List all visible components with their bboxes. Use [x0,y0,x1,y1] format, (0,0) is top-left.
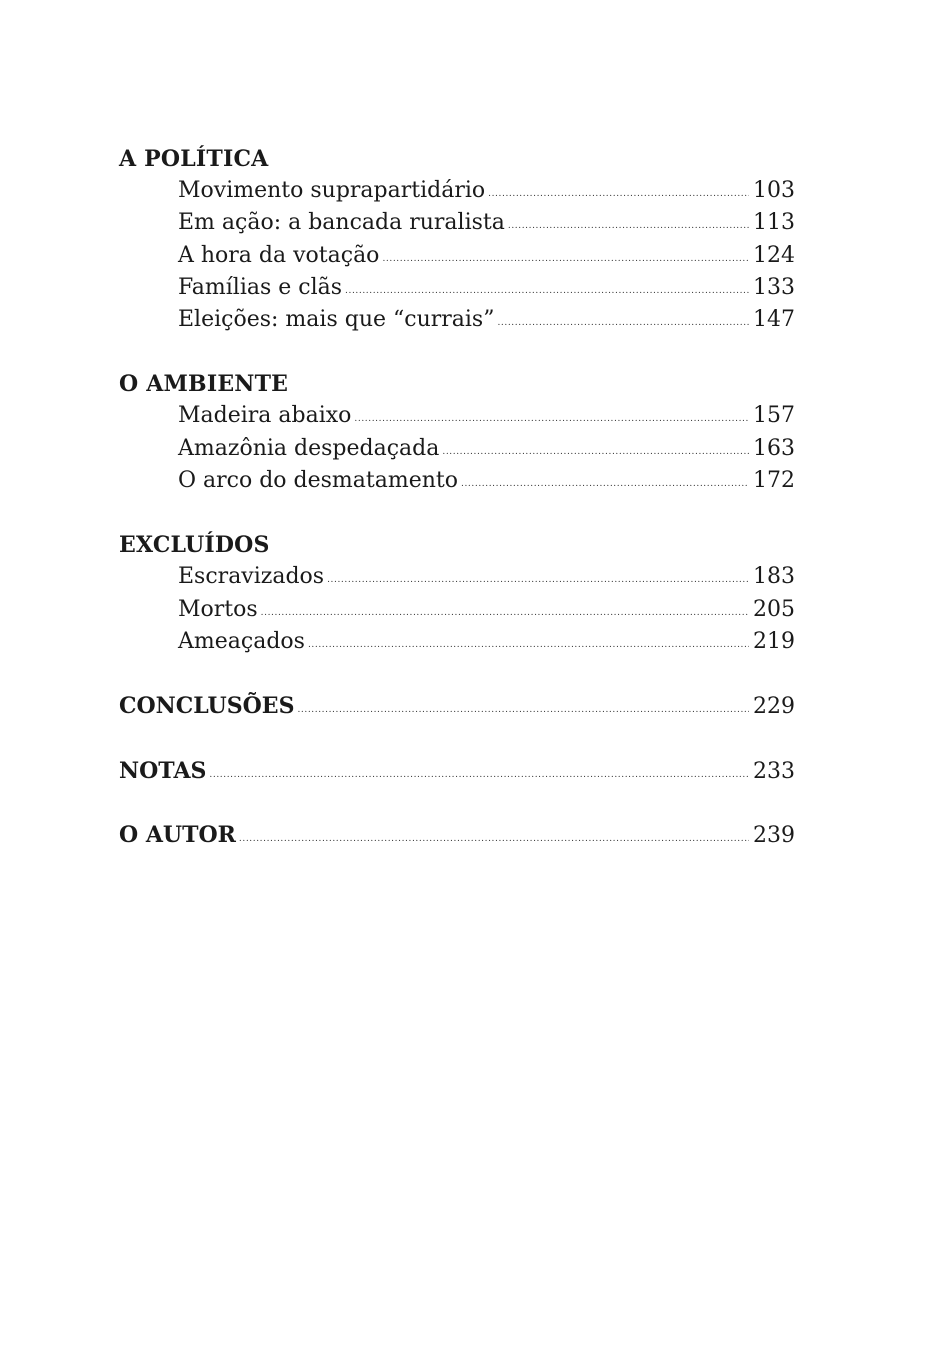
section-spacer [119,336,795,368]
toc-entry-label: Movimento suprapartidário [178,178,486,203]
section-spacer [119,787,795,819]
dot-leader [382,243,749,275]
toc-entry-page: 103 [753,178,795,203]
toc-entry-label: Escravizados [178,564,325,590]
toc-entry-page: 229 [753,694,795,720]
toc-entry-label: Famílias e clãs [178,274,343,300]
toc-entry[interactable] [119,433,795,465]
toc-section-excluidos [119,529,795,658]
toc-entry[interactable] [119,304,795,336]
toc-entry-page: 133 [753,274,795,300]
toc-entry-page: 157 [753,403,795,429]
toc-entry[interactable] [119,465,795,497]
section-spacer [119,723,795,755]
dot-leader [345,275,749,307]
section-heading: A POLÍTICA [119,146,269,172]
toc-entry-page: 239 [753,822,795,848]
toc-entry[interactable] [119,175,795,207]
toc-section-ambiente [119,368,795,497]
toc-entry[interactable] [119,400,795,432]
dot-leader [354,403,749,435]
toc-entry[interactable] [119,207,795,239]
toc-entry-page: 124 [753,242,795,268]
dot-leader [239,823,749,855]
dot-leader [297,694,749,726]
toc-entry[interactable] [119,594,795,626]
toc-entry-label: NOTAS [119,757,207,784]
section-spacer [119,497,795,529]
dot-leader [461,468,749,500]
toc-entry[interactable] [119,240,795,272]
toc-entry-page: 183 [753,564,795,590]
toc-entry-label: Madeira abaixo [178,403,352,429]
dot-leader [488,178,749,210]
section-heading: EXCLUÍDOS [119,532,270,559]
toc-entry-page: 233 [753,758,795,784]
toc-entry-page: 163 [753,435,795,461]
dot-leader [308,629,749,661]
section-heading: O AMBIENTE [119,371,289,398]
toc-entry-page: 172 [753,468,795,494]
toc-entry-page: 113 [753,210,795,236]
toc-entry-label: Mortos [178,596,258,622]
toc-entry-label: A hora da votação [178,242,380,268]
toc-entry-conclusoes[interactable] [119,690,795,722]
toc-entry[interactable] [119,626,795,658]
toc-entry-page: 147 [753,307,795,333]
toc-entry-page: 205 [753,596,795,622]
dot-leader [261,597,749,629]
toc-entry-notas[interactable] [119,755,795,787]
toc-entry-label: CONCLUSÕES [119,693,295,720]
dot-leader [327,564,749,596]
toc-entry-label: O AUTOR [119,821,236,848]
toc-entry-label: Amazônia despedaçada [178,435,440,461]
toc-entry-label: Em ação: a bancada ruralista [178,210,505,236]
dot-leader [497,307,749,339]
dot-leader [442,436,749,468]
dot-leader [508,210,749,242]
toc-entry[interactable] [119,272,795,304]
toc-entry-label: Ameaçados [178,628,305,654]
section-spacer [119,658,795,690]
toc-entry-label: O arco do desmatamento [178,468,459,494]
dot-leader [209,759,749,791]
toc-entry-page: 219 [753,628,795,654]
toc-entry-o-autor[interactable] [119,819,795,851]
toc-section-politica [119,143,795,336]
table-of-contents [119,143,795,851]
toc-entry[interactable] [119,561,795,593]
toc-entry-label: Eleições: mais que “currais” [178,307,495,333]
